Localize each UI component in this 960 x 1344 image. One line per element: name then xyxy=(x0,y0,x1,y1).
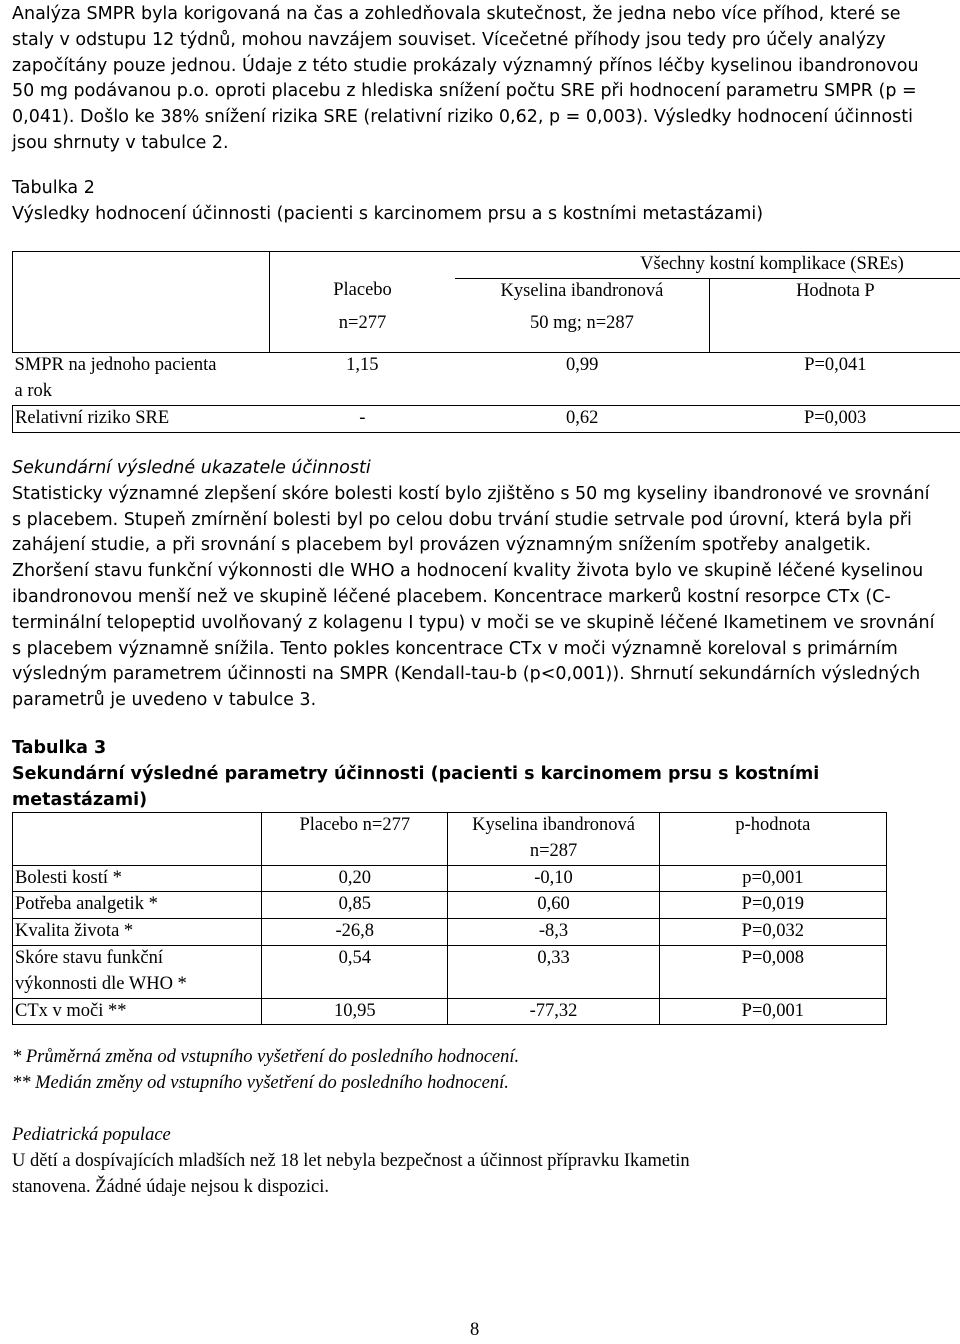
intro-line: jsou shrnuty v tabulce 2. xyxy=(12,132,229,153)
table2-col-placebo: Placebo xyxy=(269,278,455,304)
pediatric-line: U dětí a dospívajících mladších než 18 let nebyla bezpečnost a účinnost přípravku Ikametin xyxy=(12,1150,690,1171)
table3-col-ibandron: Kyselina ibandronová xyxy=(472,815,635,835)
document-page xyxy=(12,0,950,1197)
cell-p: P=0,041 xyxy=(709,353,960,406)
secondary-line: s placebem. Stupeň zmírnění bolesti byl po celou dobu trvání studie setrvale pod úrovní, která byla při xyxy=(12,509,912,530)
cell-p: p=0,001 xyxy=(659,865,886,892)
secondary-paragraph xyxy=(12,482,950,714)
cell-ibandron: -8,3 xyxy=(448,919,659,946)
cell-p: P=0,008 xyxy=(659,945,886,998)
table3-col-p: p-hodnota xyxy=(659,813,886,866)
footnote: * Průměrná změna od vstupního vyšetření do posledního hodnocení. xyxy=(12,1047,520,1067)
table-row xyxy=(13,353,960,406)
cell-p: P=0,032 xyxy=(659,919,886,946)
intro-paragraph xyxy=(12,2,950,157)
row-label: výkonnosti dle WHO * xyxy=(15,973,187,994)
table-2 xyxy=(12,251,960,433)
cell-placebo: 0,54 xyxy=(262,945,448,998)
table2-header-empty xyxy=(13,252,270,353)
cell-ibandron: -0,10 xyxy=(448,865,659,892)
table3-title: Sekundární výsledné parametry účinnosti (pacienti s karcinomem prsu s kostními metastázami) xyxy=(12,763,820,810)
cell-ibandron: -77,32 xyxy=(448,998,659,1025)
table-row xyxy=(13,945,887,998)
row-label: Bolesti kostí * xyxy=(13,865,262,892)
table2-header-row xyxy=(13,252,960,279)
row-label: CTx v moči ** xyxy=(13,998,262,1025)
footnote: ** Medián změny od vstupního vyšetření do posledního hodnocení. xyxy=(12,1072,509,1093)
row-label: Potřeba analgetik * xyxy=(13,892,262,919)
row-label: a rok xyxy=(14,381,52,402)
cell-placebo: - xyxy=(269,405,455,432)
row-label: Kvalita života * xyxy=(13,919,262,946)
table-3 xyxy=(12,812,887,1025)
secondary-line: zahájení studie, a při srovnání s placebem byl provázen významným snížením spotřeby analgetik. xyxy=(12,535,872,556)
cell-placebo: -26,8 xyxy=(262,919,448,946)
secondary-line: Zhoršení stavu funkční výkonnosti dle WHO a hodnocení kvality života bylo ve skupině léčené kyselinou xyxy=(12,561,924,582)
intro-line: Analýza SMPR byla korigovaná na čas a zohledňovala skutečnost, že jedna nebo více příhod, které se xyxy=(12,4,901,24)
table3-footnotes xyxy=(12,1045,950,1097)
cell-ibandron: 0,99 xyxy=(455,353,709,406)
table2-col-ibandron: Kyselina ibandronová xyxy=(455,278,709,304)
secondary-line: s placebem významně snížila. Tento pokles koncentrace CTx v moči významně koreloval s primárním xyxy=(12,638,898,659)
pediatric-line: stanovena. Žádné údaje nejsou k dispozici. xyxy=(12,1176,329,1197)
secondary-line: Statisticky významné zlepšení skóre bolesti kostí bylo zjištěno s 50 mg kyseliny ibandronové ve srovnání xyxy=(12,483,930,504)
cell-p: P=0,003 xyxy=(709,405,960,432)
table-row xyxy=(13,892,887,919)
cell-placebo: 0,20 xyxy=(262,865,448,892)
table2-group-header: Všechny kostní komplikace (SREs) xyxy=(455,252,960,279)
secondary-heading: Sekundární výsledné ukazatele účinnosti xyxy=(12,458,371,478)
intro-line: 50 mg podávanou p.o. oproti placebu z hlediska snížení počtu SRE při hodnocení parametru SMPR (p = xyxy=(12,81,917,102)
intro-line: započítány pouze jednou. Údaje z této studie prokázaly významný přínos léčby kyselinou ibandronovou xyxy=(12,55,919,76)
table2-col-placebo-n: n=277 xyxy=(269,305,455,353)
table2-title: Výsledky hodnocení účinnosti (pacienti s karcinomem prsu a s kostními metastázami) xyxy=(12,203,764,224)
cell-ibandron: 0,62 xyxy=(455,405,709,432)
secondary-line: ibandronovou menší než ve skupině léčené placebem. Koncentrace markerů kostní resorpce CTx (C- xyxy=(12,586,891,607)
cell-placebo: 0,85 xyxy=(262,892,448,919)
secondary-section xyxy=(12,456,950,714)
cell-placebo: 1,15 xyxy=(269,353,455,406)
intro-line: 0,041). Došlo ke 38% snížení rizika SRE (relativní riziko 0,62, p = 0,003). Výsledky hodnocení účinnosti xyxy=(12,107,913,128)
row-label: Skóre stavu funkční xyxy=(15,947,163,968)
cell-p: P=0,019 xyxy=(659,892,886,919)
pediatric-heading: Pediatrická populace xyxy=(12,1125,171,1145)
table-row xyxy=(13,998,887,1025)
cell-p: P=0,001 xyxy=(659,998,886,1025)
row-label: SMPR na jednoho pacienta xyxy=(14,355,217,376)
secondary-line: terminální telopeptid uvolňovaný z kolagenu I typu) v moči se ve skupině léčené Ikametinem ve srovnání xyxy=(12,612,935,633)
table-row xyxy=(13,919,887,946)
row-label: Relativní riziko SRE xyxy=(13,405,270,432)
intro-line: staly v odstupu 12 týdnů, mohou navzájem souviset. Vícečetné příhody jsou tedy pro účely analýzy xyxy=(12,29,886,50)
secondary-line: výsledným parametrem účinnosti na SMPR (Kendall-tau-b (p<0,001)). Shrnutí sekundárních výsledných xyxy=(12,664,921,685)
table2-heading xyxy=(12,176,950,228)
table3-col-ibandron-n: n=287 xyxy=(529,840,578,861)
cell-ibandron: 0,60 xyxy=(448,892,659,919)
secondary-line: parametrů je uvedeno v tabulce 3. xyxy=(12,690,317,711)
table-row xyxy=(13,405,960,432)
table3-header-row xyxy=(13,813,887,866)
cell-ibandron: 0,33 xyxy=(448,945,659,998)
table3-heading xyxy=(12,736,950,813)
table2-col-ibandron-n: 50 mg; n=287 xyxy=(529,312,634,333)
pediatric-section xyxy=(12,1123,950,1200)
table2-label: Tabulka 2 xyxy=(12,178,95,198)
page-number: 8 xyxy=(470,1320,480,1340)
table3-col-placebo: Placebo n=277 xyxy=(262,813,448,866)
table3-label: Tabulka 3 xyxy=(12,738,107,758)
cell-placebo: 10,95 xyxy=(262,998,448,1025)
table2-col-p: Hodnota P xyxy=(709,278,960,353)
table-row xyxy=(13,865,887,892)
